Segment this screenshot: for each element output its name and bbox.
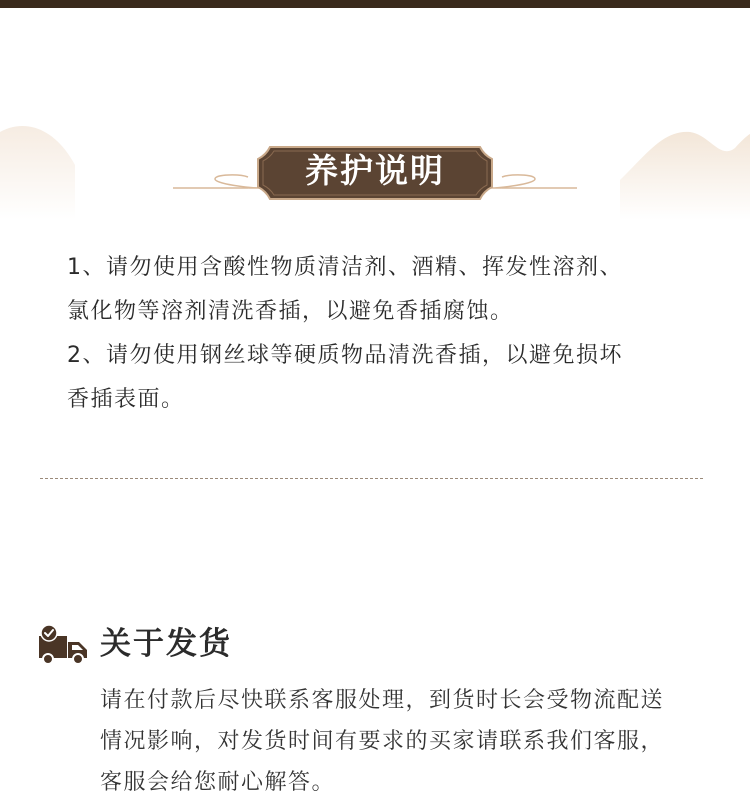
care-instructions [67,246,707,422]
section-divider [40,478,703,479]
shipping-line: 情况影响，对发货时间有要求的买家请联系我们客服， [100,729,665,754]
care-line: 1、请勿使用含酸性物质清洁剂、酒精、挥发性溶剂、 [67,255,623,280]
care-line: 氯化物等溶剂清洗香插，以避免香插腐蚀。 [67,299,514,324]
care-line: 2、请勿使用钢丝球等硬质物品清洗香插，以避免损坏 [67,343,623,368]
top-border-bar [0,0,750,8]
shipping-instructions [100,680,730,803]
shipping-line: 请在付款后尽快联系客服处理，到货时长会受物流配送 [100,688,665,713]
care-line: 香插表面。 [67,387,185,412]
shipping-line: 客服会给您耐心解答。 [100,770,336,795]
shipping-section-title: 关于发货 [100,626,232,662]
delivery-truck-icon [37,624,89,666]
care-section-title: 养护说明 [305,151,445,190]
